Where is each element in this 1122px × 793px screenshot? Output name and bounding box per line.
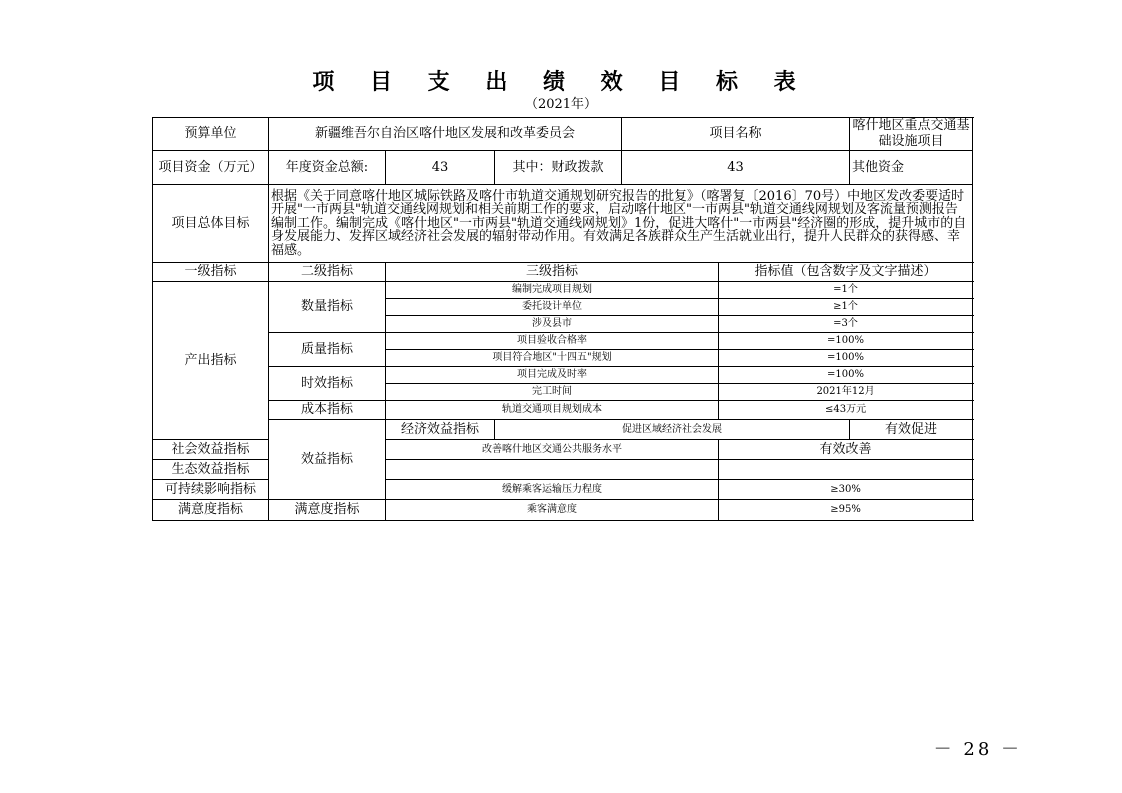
sustainable-indicator-label: 可持续影响指标 — [153, 480, 269, 500]
fiscal-label: 其中：财政拨款 — [495, 151, 622, 185]
quantity-indicator-label: 数量指标 — [269, 282, 386, 333]
indicator-name: 乘客满意度 — [386, 500, 719, 521]
indicator-name: 轨道交通项目规划成本 — [386, 401, 719, 420]
funds-row — [153, 151, 973, 185]
indicator-name: 项目完成及时率 — [386, 367, 719, 384]
page-number: － 28 － — [933, 739, 1022, 760]
indicator-name: 改善喀什地区交通公共服务水平 — [386, 440, 719, 460]
indicator-value: ≥95% — [719, 500, 973, 521]
table-row — [153, 401, 973, 420]
level1-header: 一级指标 — [153, 263, 269, 282]
unit-row — [153, 118, 973, 151]
indicator-name: 缓解乘客运输压力程度 — [386, 480, 719, 500]
table-row — [153, 333, 973, 350]
year-subtitle: （2021年） — [524, 97, 598, 112]
indicator-name: 项目验收合格率 — [386, 333, 719, 350]
economic-indicator-label: 经济效益指标 — [386, 420, 495, 440]
unit-value: 新疆维吾尔自治区喀什地区发展和改革委员会 — [269, 118, 622, 151]
overall-goal-label: 项目总体目标 — [153, 185, 269, 263]
output-indicator-label: 产出指标 — [153, 282, 269, 440]
indicator-value: 有效促进 — [850, 420, 973, 440]
indicator-value: 有效改善 — [719, 440, 973, 460]
benefit-indicator-label: 效益指标 — [269, 420, 386, 500]
funds-label: 项目资金（万元） — [153, 151, 269, 185]
level3-header: 三级指标 — [386, 263, 719, 282]
table-row — [153, 367, 973, 384]
page-title: 项 目 支 出 绩 效 目 标 表 — [312, 69, 810, 95]
indicator-name: 完工时间 — [386, 384, 719, 401]
table-row — [153, 282, 973, 299]
indicator-value: 2021年12月 — [719, 384, 973, 401]
satisfaction-indicator-label: 满意度指标 — [153, 500, 269, 521]
indicator-name: 编制完成项目规划 — [386, 282, 719, 299]
overall-goal-text: 根据《关于同意喀什地区城际铁路及喀什市轨道交通规划研究报告的批复》（喀署复〔2016〕70号）中地区发改委要适时开展"一市两县"轨道交通线网规划和相关前期工作的要求，启动喀什地区"一市两县"轨道交通线网规划及客流量预测报告编制工作。编制完成《喀什地区"一市两县"轨道交通线网规划》1份，促进大喀什"一市两县"经济圈的形成，提升城市的自身发展能力、发挥区域经济社会发展的辐射带动作用。有效满足各族群众生产生活就业出行，提升人民群众的获得感、幸福感。 — [269, 185, 973, 263]
indicator-value: =100% — [719, 350, 973, 367]
indicator-value: =100% — [719, 333, 973, 350]
project-name-label: 项目名称 — [622, 118, 850, 151]
header-row — [153, 263, 973, 282]
indicator-value: =100% — [719, 367, 973, 384]
cost-indicator-label: 成本指标 — [269, 401, 386, 420]
indicator-name: 项目符合地区"十四五"规划 — [386, 350, 719, 367]
unit-label: 预算单位 — [153, 118, 269, 151]
quality-indicator-label: 质量指标 — [269, 333, 386, 367]
indicator-value: ≥30% — [719, 480, 973, 500]
annual-total-value: 43 — [386, 151, 495, 185]
project-name-value: 喀什地区重点交通基础设施项目 — [850, 118, 973, 151]
other-funds-label: 其他资金 — [850, 151, 973, 185]
table-row — [153, 500, 973, 521]
performance-target-table — [152, 117, 973, 521]
indicator-value — [719, 460, 973, 480]
annual-total-label: 年度资金总额: — [269, 151, 386, 185]
indicator-name: 涉及县市 — [386, 316, 719, 333]
overall-goal-row — [153, 185, 973, 263]
indicator-name: 委托设计单位 — [386, 299, 719, 316]
level2-header: 二级指标 — [269, 263, 386, 282]
fiscal-value: 43 — [622, 151, 850, 185]
ecological-indicator-label: 生态效益指标 — [153, 460, 269, 480]
indicator-value: ≤43万元 — [719, 401, 973, 420]
indicator-name — [386, 460, 719, 480]
table-row — [153, 420, 973, 440]
indicator-value: =3个 — [719, 316, 973, 333]
indicator-value: ≥1个 — [719, 299, 973, 316]
social-indicator-label: 社会效益指标 — [153, 440, 269, 460]
indicator-value: =1个 — [719, 282, 973, 299]
timeliness-indicator-label: 时效指标 — [269, 367, 386, 401]
indicator-name: 促进区域经济社会发展 — [495, 420, 850, 440]
satisfaction-sub-label: 满意度指标 — [269, 500, 386, 521]
value-header: 指标值（包含数字及文字描述） — [719, 263, 973, 282]
